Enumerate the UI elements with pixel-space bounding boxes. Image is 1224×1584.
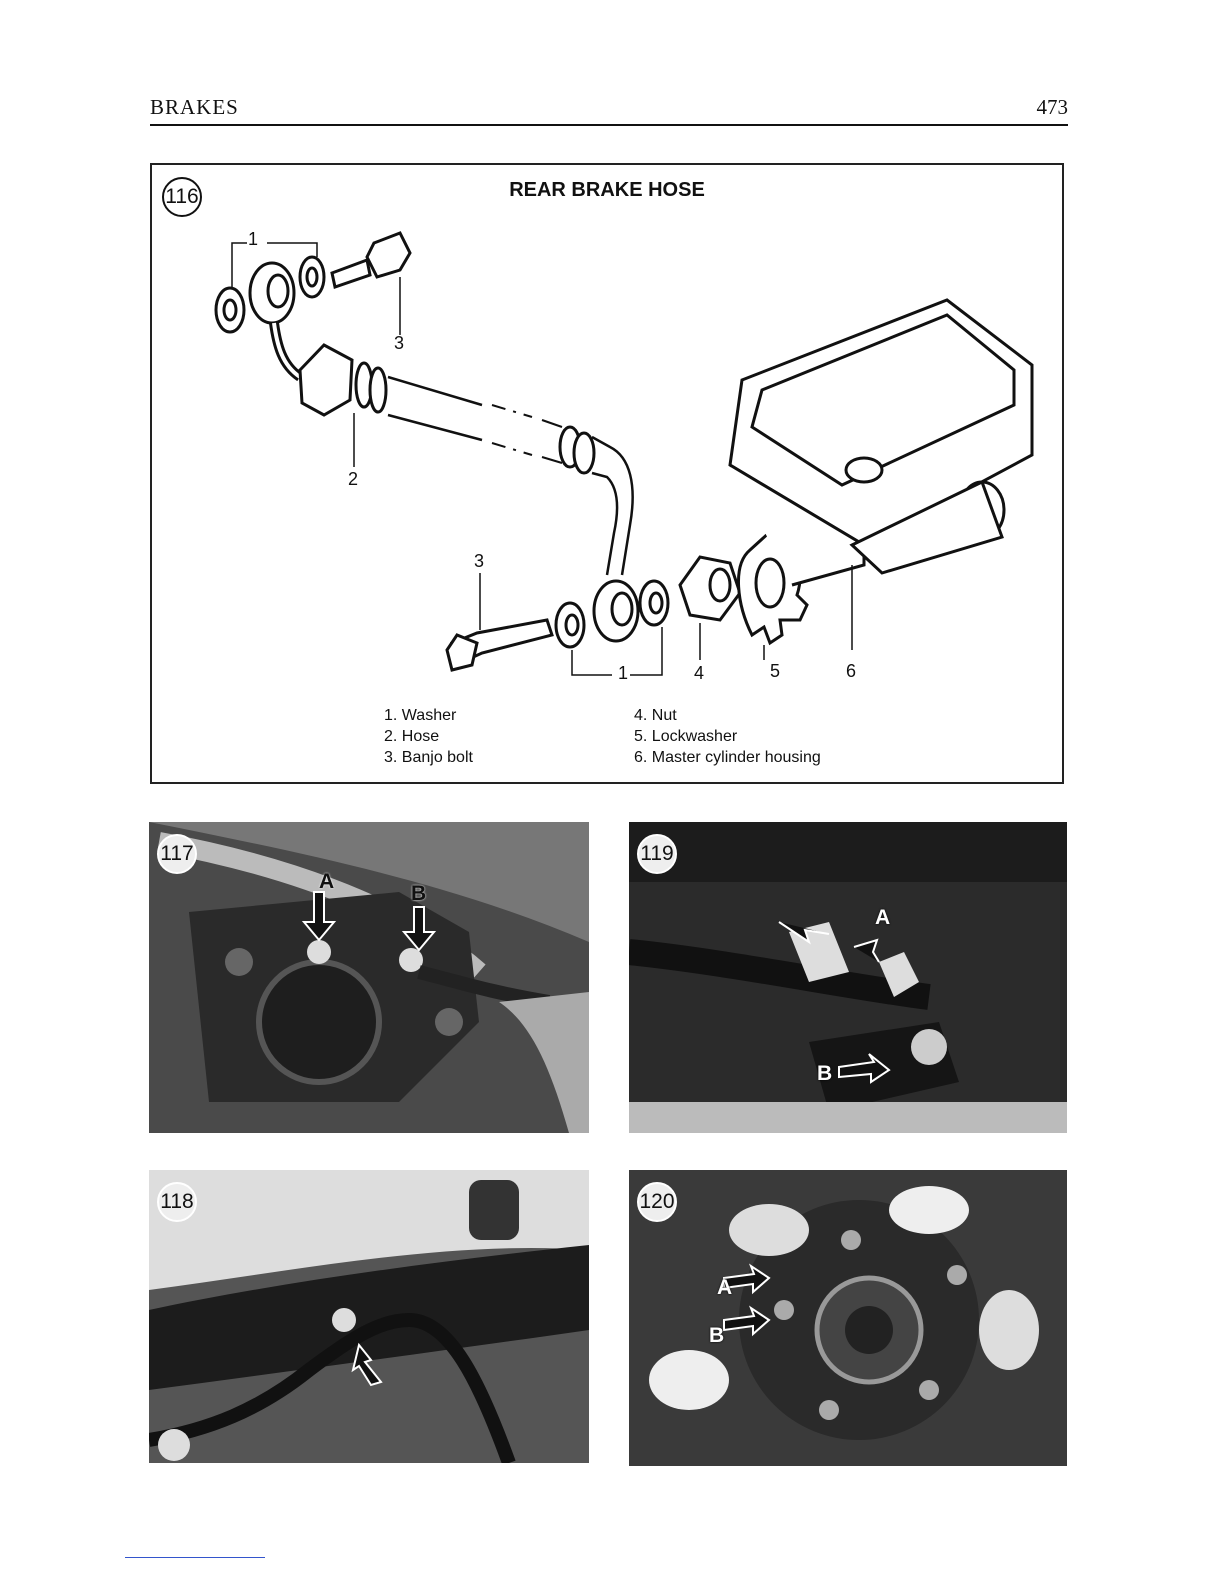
callout-4: 4 [694,663,705,683]
photo-119-switch [629,822,1067,1133]
callout-3-bottom: 3 [474,551,485,571]
legend-item: 1. Washer [384,707,457,724]
label-b: B [411,882,427,905]
figure-number-badge: 119 [637,834,677,874]
figure-number-badge: 116 [162,177,202,217]
figure-number-badge: 120 [637,1182,677,1222]
legend-left [384,705,473,768]
legend-item: 4. Nut [634,707,677,724]
callout-1-top: 1 [248,229,259,249]
exploded-diagram [152,165,1062,695]
legend-item: 3. Banjo bolt [384,749,473,766]
page-number: 473 [1036,95,1068,119]
figure-116-rear-brake-hose [150,163,1064,784]
hose-nut [300,345,352,415]
callout-2: 2 [348,469,359,489]
banjo-bolt-top [332,260,370,287]
section-title: BRAKES [150,95,239,119]
callout-6: 6 [846,661,857,681]
callout-5: 5 [770,661,781,681]
legend-item: 2. Hose [384,728,440,745]
bolt-head-top [367,233,410,277]
callout-1-bottom: 1 [618,663,629,683]
figure-number-badge: 117 [157,834,197,874]
legend-item: 6. Master cylinder housing [634,749,821,766]
photo-118-hose-clamp [149,1170,589,1463]
figure-title: REAR BRAKE HOSE [509,179,705,201]
legend-right [634,705,821,768]
header-rule [150,124,1068,126]
footer-rule [125,1557,265,1558]
photo-117-caliper [149,822,589,1133]
label-a: A [717,1276,733,1299]
legend-item: 5. Lockwasher [634,728,738,745]
label-b: B [709,1324,725,1347]
page-header [150,95,1068,125]
photo-120-brake-disc [629,1170,1067,1466]
label-a: A [875,906,891,929]
label-b: B [817,1062,833,1085]
figure-number-badge: 118 [157,1182,197,1222]
callout-3-top: 3 [394,333,405,353]
label-a: A [319,870,335,893]
